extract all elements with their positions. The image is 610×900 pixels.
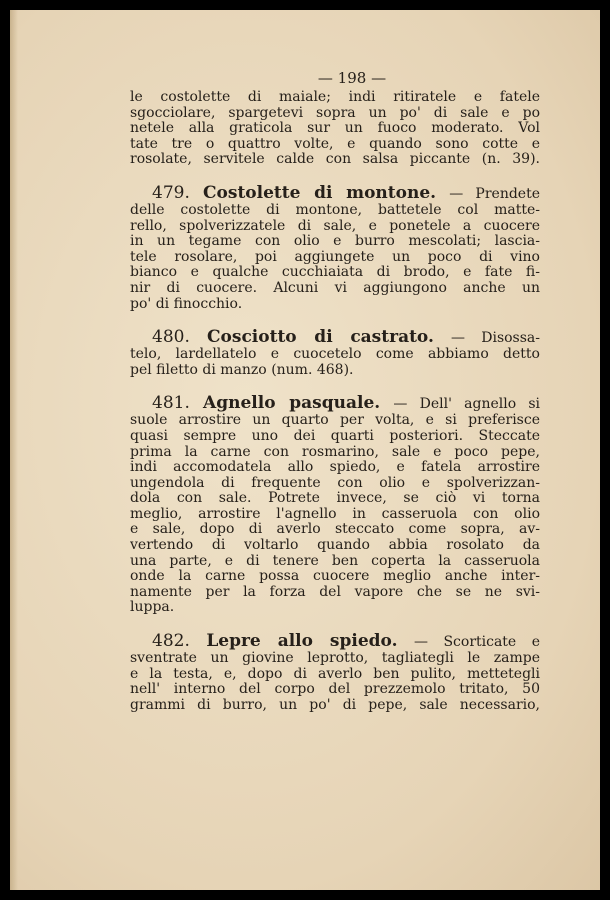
recipe-heading <box>130 394 540 413</box>
text-line: ungendola di frequente con olio e spolverizzan- <box>130 475 540 491</box>
text-line: dola con sale. Potrete invece, se ciò vi torna <box>130 491 540 507</box>
recipe-479 <box>130 184 540 312</box>
recipe-title: Agnello pasquale. <box>203 394 381 414</box>
text-line: rosolate, servitele calde con salsa piccante (n. 39). <box>130 152 540 168</box>
text-line: sgocciolare, spargetevi sopra un po' di sale e po <box>130 105 540 121</box>
recipe-heading <box>130 184 540 203</box>
recipe-number: 479. <box>152 183 190 203</box>
text-line: le costolette di maiale; indi ritiratele e fatele <box>130 90 540 105</box>
text-line: po' di finocchio. <box>130 296 243 312</box>
text-line: e sale, dopo di averlo steccato come sopra, av- <box>130 522 540 538</box>
text-line: tate tre o quattro volte, e quando sono cotte e <box>130 136 540 152</box>
text-line: onde la carne possa cuocere meglio anche inter- <box>130 569 540 585</box>
text-line: una parte, e di tenere ben coperta la casseruola <box>130 553 540 569</box>
intro-paragraph <box>130 90 540 168</box>
recipe-head-text: — Dell' agnello si <box>393 396 540 413</box>
recipe-481 <box>130 394 540 616</box>
book-page <box>10 10 600 890</box>
text-line: suole arrostire un quarto per volta, e si preferisce <box>130 413 540 429</box>
page-gutter-shadow <box>10 10 18 890</box>
text-line: in un tegame con olio e burro mescolati; lascia- <box>130 234 540 250</box>
text-line: indi accomodatela allo spiedo, e fatela arrostire <box>130 460 540 476</box>
text-line: telo, lardellatelo e cuocetelo come abbiamo detto <box>130 347 540 363</box>
page-content <box>130 68 540 713</box>
text-line: meglio, arrostire l'agnello in casseruola con olio <box>130 506 540 522</box>
text-line: vertendo di voltarlo quando abbia rosolato da <box>130 538 540 554</box>
page-number: — 198 — <box>317 69 387 87</box>
recipe-heading <box>130 632 540 651</box>
recipe-head-text: — Disossa- <box>451 330 540 347</box>
recipe-number: 480. <box>152 328 190 348</box>
recipe-head-text: — Prendete <box>449 185 540 202</box>
text-line: grammi di burro, un po' di pepe, sale necessario, <box>130 697 540 713</box>
recipe-head-text: — Scorticate e <box>413 634 540 651</box>
text-line: tele rosolare, poi aggiungete un poco di vino <box>130 249 540 265</box>
recipe-title: Lepre allo spiedo. <box>206 632 398 652</box>
recipe-title: Costolette di montone. <box>203 183 437 203</box>
text-line: netele alla graticola sur un fuoco moderato. Vol <box>130 121 540 137</box>
text-line: luppa. <box>130 600 175 616</box>
text-line: pel filetto di manzo (num. 468). <box>130 362 354 378</box>
text-line: quasi sempre uno dei quarti posteriori. Steccate <box>130 428 540 444</box>
text-line: namente per la forza del vapore che se ne svi- <box>130 584 540 600</box>
text-line: sventrate un giovine leprotto, tagliategli le zampe <box>130 651 540 667</box>
text-line: prima la carne con rosmarino, sale e poco pepe, <box>130 444 540 460</box>
recipe-482 <box>130 632 540 713</box>
recipe-480 <box>130 328 540 378</box>
text-line: bianco e qualche cucchiaiata di brodo, e fate fi- <box>130 265 540 281</box>
recipe-number: 482. <box>152 632 190 652</box>
recipe-title: Cosciotto di castrato. <box>207 328 434 348</box>
text-line: e la testa, e, dopo di averlo ben pulito, mettetegli <box>130 666 540 682</box>
text-line: nir di cuocere. Alcuni vi aggiungono anche un <box>130 280 540 296</box>
text-line: delle costolette di montone, battetele col matte- <box>130 202 540 218</box>
text-line: rello, spolverizzatele di sale, e ponetele a cuocere <box>130 218 540 234</box>
recipe-number: 481. <box>152 394 190 414</box>
recipe-heading <box>130 328 540 347</box>
text-line: nell' interno del corpo del prezzemolo tritato, 50 <box>130 682 540 698</box>
